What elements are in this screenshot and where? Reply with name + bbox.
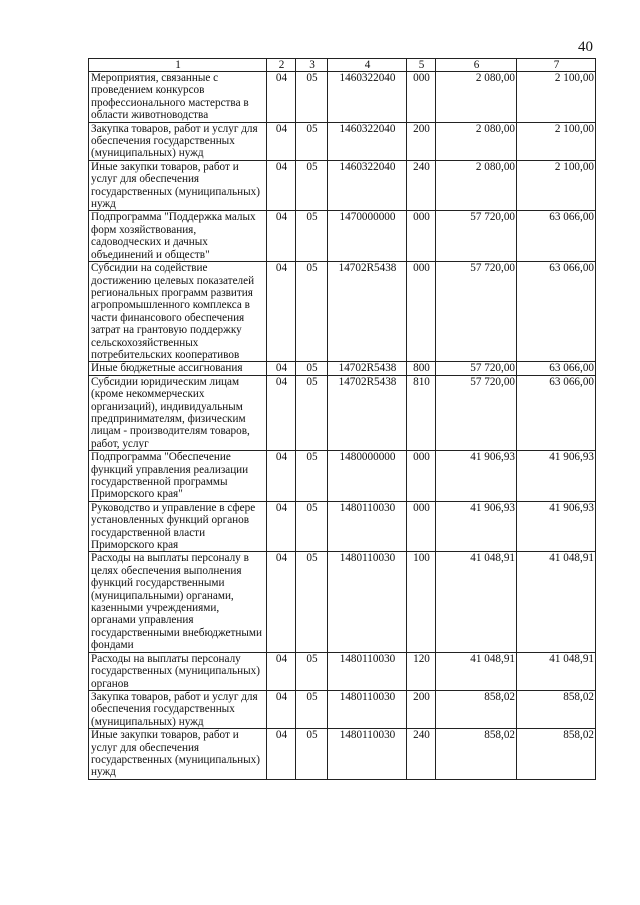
page-number: 40: [578, 39, 593, 55]
table-row: [89, 262, 596, 362]
target-article-code: 1480110030: [328, 652, 407, 690]
header-cell: 6: [436, 59, 517, 72]
section-code: 04: [267, 72, 296, 123]
amount-year-1: 57 720,00: [436, 375, 517, 450]
amount-year-1: 57 720,00: [436, 211, 517, 262]
expense-type-code: 000: [407, 501, 436, 552]
expense-type-code: 200: [407, 690, 436, 728]
amount-year-2: 63 066,00: [517, 211, 596, 262]
header-cell: 5: [407, 59, 436, 72]
amount-year-2: 41 906,93: [517, 451, 596, 502]
target-article-code: 1480110030: [328, 729, 407, 780]
subsection-code: 05: [296, 451, 328, 502]
section-code: 04: [267, 729, 296, 780]
section-code: 04: [267, 122, 296, 160]
expense-name: Руководство и управление в сфере установленных функций органов государственной власти Приморского края: [89, 501, 267, 552]
header-cell: 4: [328, 59, 407, 72]
expense-type-code: 100: [407, 552, 436, 652]
section-code: 04: [267, 652, 296, 690]
amount-year-2: 63 066,00: [517, 362, 596, 375]
amount-year-1: 858,02: [436, 729, 517, 780]
expense-name: Мероприятия, связанные с проведением конкурсов профессионального мастерства в области животноводства: [89, 72, 267, 123]
table-row: [89, 451, 596, 502]
header-cell: 1: [89, 59, 267, 72]
table-row: [89, 652, 596, 690]
expense-type-code: 000: [407, 211, 436, 262]
amount-year-1: 57 720,00: [436, 262, 517, 362]
expense-name: Закупка товаров, работ и услуг для обеспечения государственных (муниципальных) нужд: [89, 122, 267, 160]
table-row: [89, 552, 596, 652]
expense-type-code: 000: [407, 262, 436, 362]
section-code: 04: [267, 501, 296, 552]
expense-name: Иные закупки товаров, работ и услуг для обеспечения государственных (муниципальных) нужд: [89, 729, 267, 780]
subsection-code: 05: [296, 501, 328, 552]
subsection-code: 05: [296, 262, 328, 362]
expense-name: Расходы на выплаты персоналу государственных (муниципальных) органов: [89, 652, 267, 690]
amount-year-1: 2 080,00: [436, 160, 517, 211]
amount-year-1: 57 720,00: [436, 362, 517, 375]
table-row: [89, 362, 596, 375]
amount-year-2: 858,02: [517, 729, 596, 780]
expense-name: Подпрограмма "Обеспечение функций управления реализации государственной программы Приморского края": [89, 451, 267, 502]
target-article-code: 14702R5438: [328, 262, 407, 362]
section-code: 04: [267, 160, 296, 211]
table-row: [89, 375, 596, 450]
header-cell: 3: [296, 59, 328, 72]
amount-year-2: 858,02: [517, 690, 596, 728]
expense-type-code: 240: [407, 160, 436, 211]
table-row: [89, 729, 596, 780]
target-article-code: 1460322040: [328, 122, 407, 160]
amount-year-2: 41 048,91: [517, 652, 596, 690]
target-article-code: 1480000000: [328, 451, 407, 502]
table-row: [89, 501, 596, 552]
subsection-code: 05: [296, 122, 328, 160]
subsection-code: 05: [296, 160, 328, 211]
section-code: 04: [267, 362, 296, 375]
section-code: 04: [267, 690, 296, 728]
amount-year-2: 2 100,00: [517, 72, 596, 123]
table-row: [89, 690, 596, 728]
header-row: [89, 59, 596, 72]
expense-type-code: 200: [407, 122, 436, 160]
subsection-code: 05: [296, 552, 328, 652]
expense-name: Субсидии на содействие достижению целевых показателей региональных программ развития агропромышленного комплекса в части финансового обеспечения затрат на грантовую поддержку сельскохозяйственных потребительских кооперативов: [89, 262, 267, 362]
amount-year-1: 2 080,00: [436, 122, 517, 160]
section-code: 04: [267, 211, 296, 262]
expense-type-code: 000: [407, 72, 436, 123]
subsection-code: 05: [296, 375, 328, 450]
expense-name: Расходы на выплаты персоналу в целях обеспечения выполнения функций государственными (муниципальными) органами, казенными учреждениями, органами управления государственными внебюджетными фондами: [89, 552, 267, 652]
header-cell: 7: [517, 59, 596, 72]
expense-type-code: 800: [407, 362, 436, 375]
target-article-code: 1480110030: [328, 552, 407, 652]
expense-type-code: 810: [407, 375, 436, 450]
amount-year-1: 2 080,00: [436, 72, 517, 123]
amount-year-1: 41 048,91: [436, 652, 517, 690]
subsection-code: 05: [296, 652, 328, 690]
subsection-code: 05: [296, 211, 328, 262]
target-article-code: 1470000000: [328, 211, 407, 262]
subsection-code: 05: [296, 72, 328, 123]
section-code: 04: [267, 262, 296, 362]
amount-year-2: 63 066,00: [517, 375, 596, 450]
amount-year-2: 2 100,00: [517, 122, 596, 160]
target-article-code: 14702R5438: [328, 362, 407, 375]
expense-type-code: 240: [407, 729, 436, 780]
table-row: [89, 72, 596, 123]
amount-year-2: 41 906,93: [517, 501, 596, 552]
expense-type-code: 120: [407, 652, 436, 690]
expense-name: Субсидии юридическим лицам (кроме некоммерческих организаций), индивидуальным предпринимателям, физическим лицам - производителям товаров, работ, услуг: [89, 375, 267, 450]
amount-year-1: 41 906,93: [436, 451, 517, 502]
header-cell: 2: [267, 59, 296, 72]
expense-name: Подпрограмма "Поддержка малых форм хозяйствования, садоводческих и дачных объединений и обществ": [89, 211, 267, 262]
target-article-code: 1480110030: [328, 690, 407, 728]
budget-table: [88, 58, 596, 780]
table-row: [89, 211, 596, 262]
amount-year-1: 41 048,91: [436, 552, 517, 652]
subsection-code: 05: [296, 362, 328, 375]
amount-year-2: 41 048,91: [517, 552, 596, 652]
table-row: [89, 122, 596, 160]
target-article-code: 1480110030: [328, 501, 407, 552]
expense-name: Закупка товаров, работ и услуг для обеспечения государственных (муниципальных) нужд: [89, 690, 267, 728]
target-article-code: 14702R5438: [328, 375, 407, 450]
subsection-code: 05: [296, 690, 328, 728]
amount-year-1: 858,02: [436, 690, 517, 728]
section-code: 04: [267, 552, 296, 652]
amount-year-2: 2 100,00: [517, 160, 596, 211]
subsection-code: 05: [296, 729, 328, 780]
amount-year-1: 41 906,93: [436, 501, 517, 552]
table-row: [89, 160, 596, 211]
target-article-code: 1460322040: [328, 160, 407, 211]
section-code: 04: [267, 375, 296, 450]
target-article-code: 1460322040: [328, 72, 407, 123]
expense-name: Иные бюджетные ассигнования: [89, 362, 267, 375]
expense-type-code: 000: [407, 451, 436, 502]
amount-year-2: 63 066,00: [517, 262, 596, 362]
section-code: 04: [267, 451, 296, 502]
expense-name: Иные закупки товаров, работ и услуг для обеспечения государственных (муниципальных) нужд: [89, 160, 267, 211]
